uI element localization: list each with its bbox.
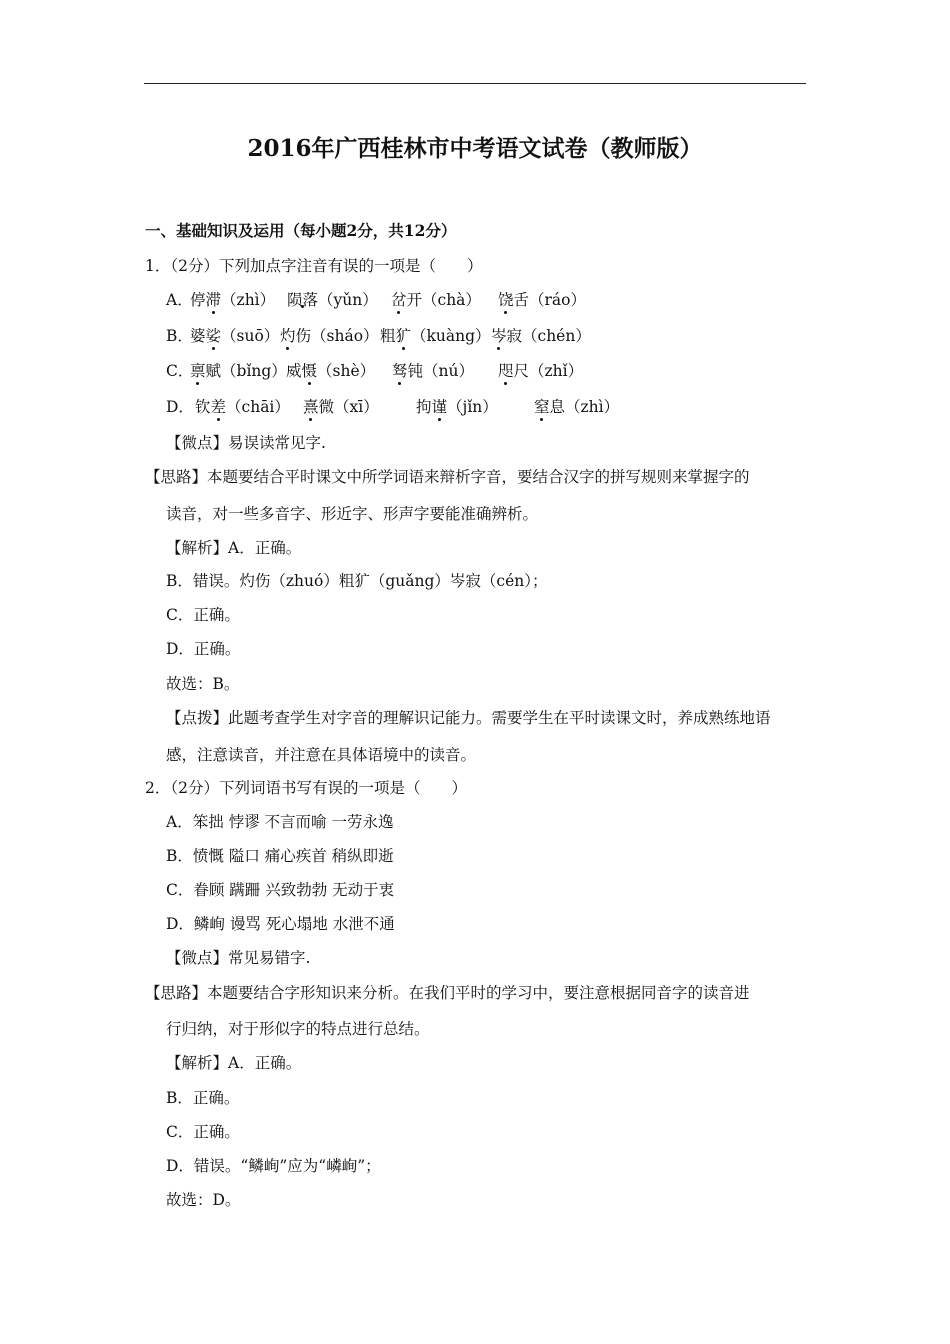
section-heading: 一、基础知识及运用（每小题2分，共12分） bbox=[145, 221, 457, 240]
q1-jiexi-c: C．正确。 bbox=[166, 606, 240, 624]
q1-option-c: C． 禀赋（bǐng） 威慑（shè） 驽钝（nú） 咫尺（zhǐ） bbox=[166, 362, 584, 380]
q2-silu-line1: 【思路】本题要结合字形知识来分析。在我们平时的学习中，要注意根据同音字的读音进 bbox=[145, 984, 750, 1002]
q2-jiexi: 【解析】A．正确。 bbox=[166, 1054, 302, 1072]
q1-answer: 故选：B。 bbox=[166, 675, 240, 693]
q2-answer: 故选：D。 bbox=[166, 1191, 241, 1209]
q1-dianbo-line1: 【点拨】此题考查学生对字音的理解识记能力。需要学生在平时读课文时，养成熟练地语 bbox=[166, 709, 771, 727]
q1-c-item-3: 驽钝（nú） bbox=[392, 362, 474, 380]
q1-b-item-4: 岑寂（chén） bbox=[491, 327, 591, 345]
q1-stem: 1．（2分）下列加点字注音有误的一项是（ ） bbox=[145, 257, 483, 275]
q2-stem: 2．（2分）下列词语书写有误的一项是（ ） bbox=[145, 779, 467, 797]
q1-d-item-2: 熹微（xī） bbox=[303, 398, 379, 416]
q1-a-item-3: 岔开（chà） bbox=[391, 291, 481, 309]
q1-b-item-1: 婆娑（suō） bbox=[190, 327, 280, 345]
q1-c-item-1: 禀赋（bǐng） bbox=[190, 362, 287, 380]
q1-option-b: B． 婆娑（suō） 灼伤（sháo） 粗犷（kuàng） 岑寂（chén） bbox=[166, 327, 591, 345]
q1-silu-line1: 【思路】本题要结合平时课文中所学词语来辩析字音，要结合汉字的拼写规则来掌握字的 bbox=[145, 468, 750, 486]
q1-d-item-1: 钦差（chāi） bbox=[195, 398, 290, 416]
q1-option-a: A． 停滞（zhì） 陨落（yǔn） 岔开（chà） 饶舌（ráo） bbox=[166, 291, 586, 309]
q1-a-item-2: 陨落（yǔn） bbox=[287, 291, 378, 309]
q1-c-item-4: 咫尺（zhǐ） bbox=[498, 362, 584, 380]
q1-dianbo-line2: 感，注意读音，并注意在具体语境中的读音。 bbox=[166, 746, 477, 764]
q1-jiexi-d: D．正确。 bbox=[166, 640, 241, 658]
q2-silu-line2: 行归纳，对于形似字的特点进行总结。 bbox=[166, 1020, 430, 1038]
q2-jiexi-c: C．正确。 bbox=[166, 1123, 240, 1141]
q2-option-c: C．眷顾 蹒跚 兴致勃勃 无动于衷 bbox=[166, 881, 395, 899]
q1-jiexi-b: B．错误。灼伤（zhuó）粗犷（guǎng）岑寂（cén）； bbox=[166, 572, 548, 590]
q1-option-d: D． 钦差（chāi） 熹微（xī） 拘谨（jǐn） 窒息（zhì） bbox=[166, 398, 620, 416]
q1-c-item-2: 威慑（shè） bbox=[286, 362, 376, 380]
q2-jiexi-d: D．错误。“鳞峋”应为“嶙峋”； bbox=[166, 1157, 381, 1175]
q1-d-item-4: 窒息（zhì） bbox=[534, 398, 620, 416]
q1-d-item-3: 拘谨（jǐn） bbox=[416, 398, 498, 416]
q1-b-item-2: 灼伤（sháo） bbox=[280, 327, 379, 345]
header-rule bbox=[144, 83, 806, 84]
q1-silu-line2: 读音，对一些多音字、形近字、形声字要能准确辨析。 bbox=[166, 505, 539, 523]
q2-weidian: 【微点】常见易错字. bbox=[166, 949, 311, 967]
q2-option-b: B．愤慨 隘口 痛心疾首 稍纵即逝 bbox=[166, 847, 394, 865]
q2-option-d: D．鳞峋 谩骂 死心塌地 水泄不通 bbox=[166, 915, 395, 933]
q1-b-item-3: 粗犷（kuàng） bbox=[380, 327, 491, 345]
q1-weidian: 【微点】易误读常见字. bbox=[166, 434, 326, 452]
q2-option-a: A．笨拙 悖谬 不言而喻 一劳永逸 bbox=[166, 813, 394, 831]
q1-a-item-4: 饶舌（ráo） bbox=[498, 291, 586, 309]
q1-jiexi: 【解析】A．正确。 bbox=[166, 539, 302, 557]
page-title: 2016年广西桂林市中考语文试卷（教师版） bbox=[247, 135, 703, 162]
q2-jiexi-b: B．正确。 bbox=[166, 1089, 240, 1107]
q1-a-item-1: 停滞（zhì） bbox=[190, 291, 276, 309]
